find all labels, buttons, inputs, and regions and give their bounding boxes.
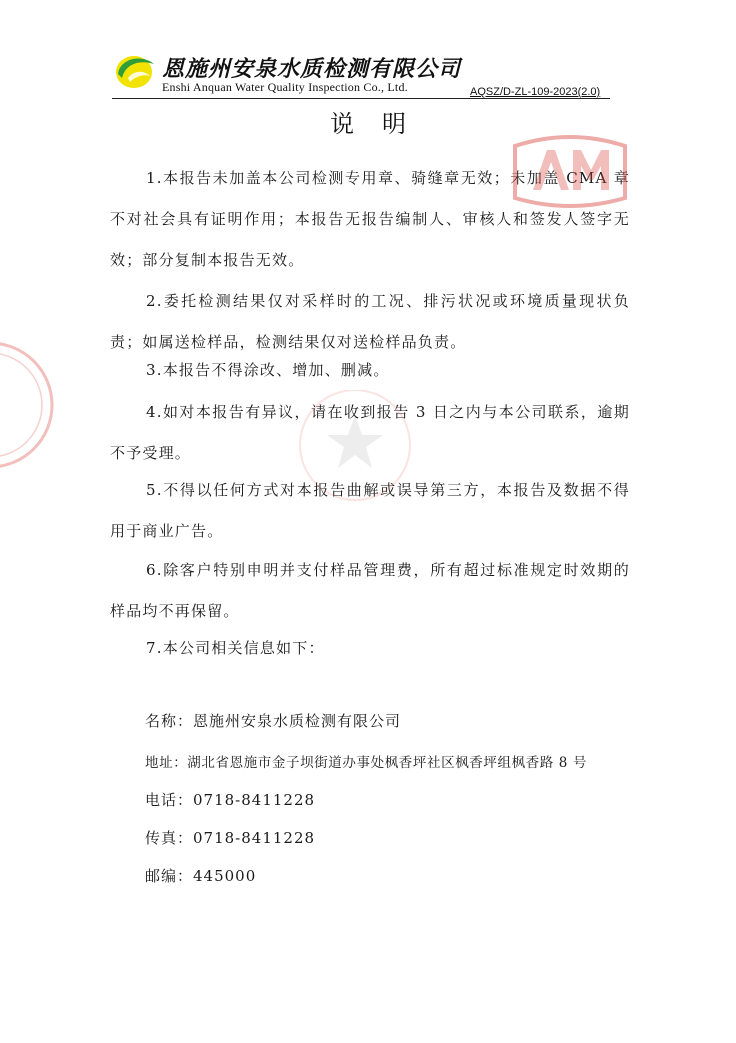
page-title: 说明 bbox=[330, 110, 434, 138]
paragraph-text: 3.本报告不得涂改、增加、删减。 bbox=[146, 361, 390, 379]
info-fax: 传真：0718-8411228 bbox=[145, 829, 316, 847]
paragraph-1 bbox=[110, 158, 630, 281]
paragraph-3 bbox=[110, 350, 630, 391]
paragraph-text: 5.不得以任何方式对本报告曲解或误导第三方，本报告及数据不得用于商业广告。 bbox=[110, 481, 630, 540]
company-seal-icon bbox=[0, 330, 60, 480]
info-postcode: 邮编：445000 bbox=[145, 867, 257, 885]
paragraph-text: 7.本公司相关信息如下： bbox=[146, 639, 325, 657]
document-code: AQSZ/D-ZL-109-2023(2.0) bbox=[470, 86, 601, 98]
info-name: 名称：恩施州安泉水质检测有限公司 bbox=[145, 712, 402, 730]
paragraph-6 bbox=[110, 550, 630, 632]
paragraph-7 bbox=[110, 628, 630, 669]
paragraph-4 bbox=[110, 392, 630, 474]
paragraph-text: 6.除客户特别申明并支付样品管理费，所有超过标准规定时效期的样品均不再保留。 bbox=[110, 561, 630, 620]
company-logo-icon bbox=[112, 48, 158, 92]
company-name-cn: 恩施州安泉水质检测有限公司 bbox=[162, 56, 462, 82]
paragraph-5 bbox=[110, 470, 630, 552]
paragraph-text: 2.委托检测结果仅对采样时的工况、排污状况或环境质量现状负责；如属送检样品，检测结果仅对送检样品负责。 bbox=[110, 292, 630, 351]
paragraph-text: 1.本报告未加盖本公司检测专用章、骑缝章无效；未加盖 CMA 章不对社会具有证明作用；本报告无报告编制人、审核人和签发人签字无效；部分复制本报告无效。 bbox=[110, 169, 630, 269]
header-divider bbox=[112, 98, 610, 99]
paragraph-text: 4.如对本报告有异议，请在收到报告 3 日之内与本公司联系，逾期不予受理。 bbox=[110, 403, 630, 462]
info-address: 地址：湖北省恩施市金子坝街道办事处枫香坪社区枫香坪组枫香路 8 号 bbox=[145, 755, 587, 771]
info-phone: 电话：0718-8411228 bbox=[145, 791, 316, 809]
company-name-en: Enshi Anquan Water Quality Inspection Co., Ltd. bbox=[162, 80, 408, 94]
